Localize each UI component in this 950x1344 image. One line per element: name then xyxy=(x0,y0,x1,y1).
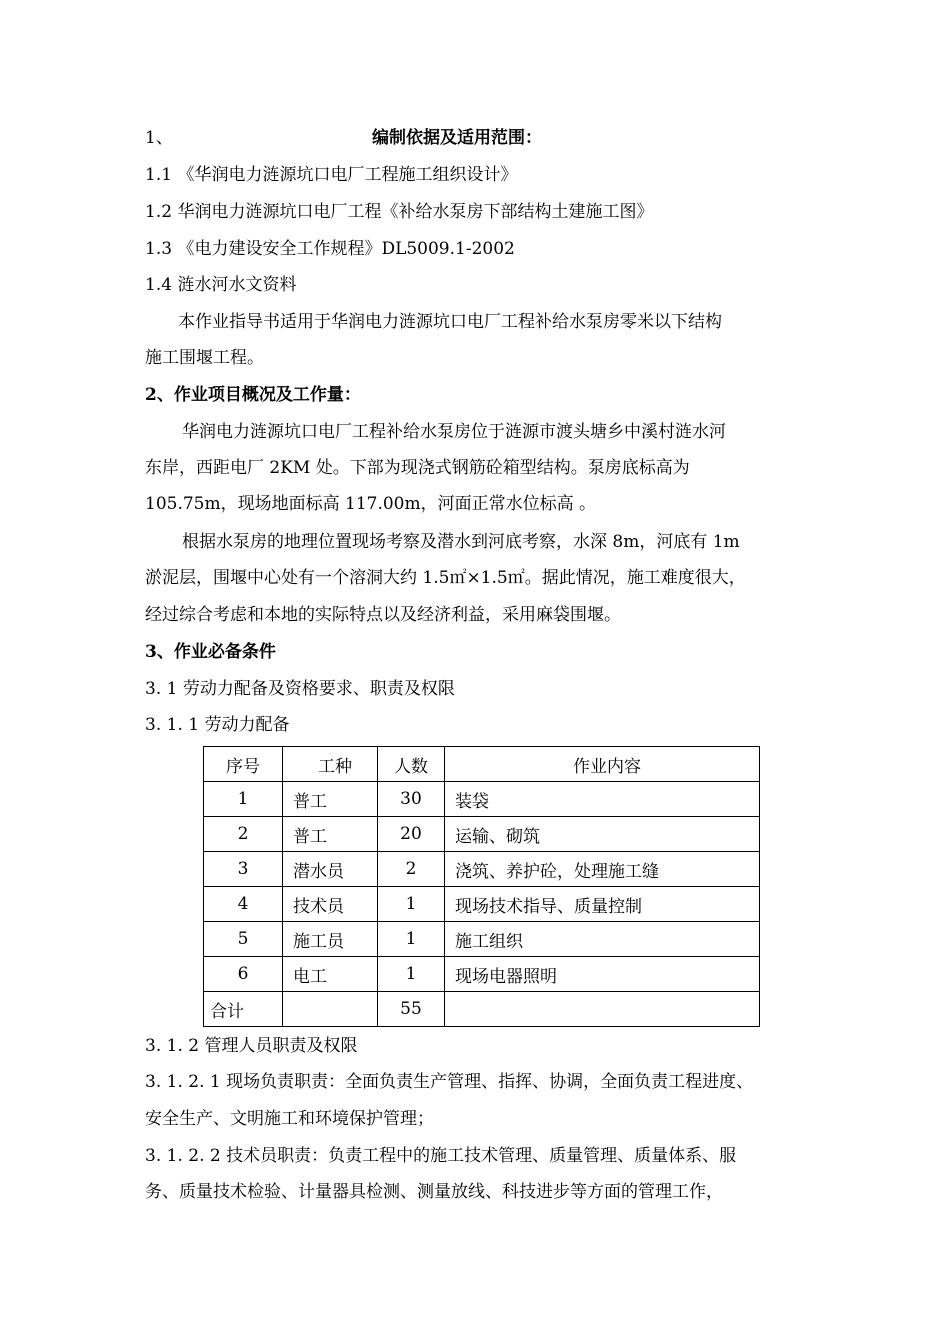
technician-duty-line2: 务、质量技术检验、计量器具检测、测量放线、科技进步等方面的管理工作， xyxy=(145,1182,723,1202)
table-row xyxy=(204,887,760,922)
site-manager-duty-line2: 安全生产、文明施工和环境保护管理； xyxy=(145,1109,434,1129)
technician-duty-line1: 3. 1. 2. 2 技术员职责：负责工程中的施工技术管理、质量管理、质量体系、服 xyxy=(145,1146,737,1166)
survey-line3: 经过综合考虑和本地的实际特点以及经济利益，采用麻袋围堰。 xyxy=(145,605,621,625)
cell-task: 现场技术指导、质量控制 xyxy=(445,887,760,922)
cell-number: 2 xyxy=(204,817,283,852)
cell-task: 运输、砌筑 xyxy=(445,817,760,852)
cell-task: 现场电器照明 xyxy=(445,957,760,992)
section1-number: 1、 xyxy=(145,128,173,148)
cell-task: 施工组织 xyxy=(445,922,760,957)
cell-count: 1 xyxy=(378,887,445,922)
cell-trade: 电工 xyxy=(283,957,378,992)
table-header-row xyxy=(204,747,760,782)
scope-paragraph-line2: 施工围堰工程。 xyxy=(145,348,264,368)
cell-trade: 普工 xyxy=(283,817,378,852)
cell-count: 20 xyxy=(378,817,445,852)
total-count: 55 xyxy=(378,992,445,1027)
cell-number: 6 xyxy=(204,957,283,992)
labor-table xyxy=(203,746,760,1027)
cell-trade: 普工 xyxy=(283,782,378,817)
cell-trade: 技术员 xyxy=(283,887,378,922)
section3-1-2-title: 3. 1. 2 管理人员职责及权限 xyxy=(145,1036,358,1056)
header-cell-task: 作业内容 xyxy=(445,747,760,782)
section3-1-1-title: 3. 1. 1 劳动力配备 xyxy=(145,715,290,735)
basis-item-1: 1.1 《华润电力涟源坑口电厂工程施工组织设计》 xyxy=(145,165,518,185)
total-trade xyxy=(283,992,378,1027)
table-row xyxy=(204,852,760,887)
header-cell-count: 人数 xyxy=(378,747,445,782)
section2-title: 2、作业项目概况及工作量： xyxy=(145,385,361,405)
section3-title: 3、作业必备条件 xyxy=(145,642,276,662)
site-manager-duty-line1: 3. 1. 2. 1 现场负责职责：全面负责生产管理、指挥、协调，全面负责工程进度、 xyxy=(145,1072,754,1092)
basis-item-2: 1.2 华润电力涟源坑口电厂工程《补给水泵房下部结构土建施工图》 xyxy=(145,202,654,222)
cell-number: 1 xyxy=(204,782,283,817)
cell-count: 1 xyxy=(378,922,445,957)
table-row xyxy=(204,817,760,852)
cell-number: 5 xyxy=(204,922,283,957)
table-row xyxy=(204,922,760,957)
cell-number: 4 xyxy=(204,887,283,922)
basis-item-4: 1.4 涟水河水文资料 xyxy=(145,275,297,295)
section3-1-title: 3. 1 劳动力配备及资格要求、职责及权限 xyxy=(145,679,455,699)
table-row xyxy=(204,957,760,992)
survey-line2: 淤泥层，围堰中心处有一个溶洞大约 1.5㎡×1.5㎡。据此情况，施工难度很大， xyxy=(145,568,746,588)
table-row xyxy=(204,782,760,817)
section1-title: 编制依据及适用范围： xyxy=(372,128,542,148)
overview-line3: 105.75m，现场地面标高 117.00m，河面正常水位标高 。 xyxy=(145,494,597,514)
cell-count: 30 xyxy=(378,782,445,817)
cell-trade: 施工员 xyxy=(283,922,378,957)
cell-count: 1 xyxy=(378,957,445,992)
header-cell-number: 序号 xyxy=(204,747,283,782)
cell-count: 2 xyxy=(378,852,445,887)
survey-line1: 根据水泵房的地理位置现场考察及潜水到河底考察，水深 8m，河底有 1m xyxy=(182,532,740,552)
overview-line1: 华润电力涟源坑口电厂工程补给水泵房位于涟源市渡头塘乡中溪村涟水河 xyxy=(182,422,726,442)
table-total-row xyxy=(204,992,760,1027)
cell-number: 3 xyxy=(204,852,283,887)
cell-trade: 潜水员 xyxy=(283,852,378,887)
total-task xyxy=(445,992,760,1027)
header-cell-trade: 工种 xyxy=(283,747,378,782)
scope-paragraph-line1: 本作业指导书适用于华润电力涟源坑口电厂工程补给水泵房零米以下结构 xyxy=(178,312,722,332)
cell-task: 浇筑、养护砼，处理施工缝 xyxy=(445,852,760,887)
basis-item-3: 1.3 《电力建设安全工作规程》DL5009.1-2002 xyxy=(145,239,515,259)
cell-task: 装袋 xyxy=(445,782,760,817)
overview-line2: 东岸，西距电厂 2KM 处。下部为现浇式钢筋砼箱型结构。泵房底标高为 xyxy=(145,458,690,478)
total-label: 合计 xyxy=(204,992,283,1027)
